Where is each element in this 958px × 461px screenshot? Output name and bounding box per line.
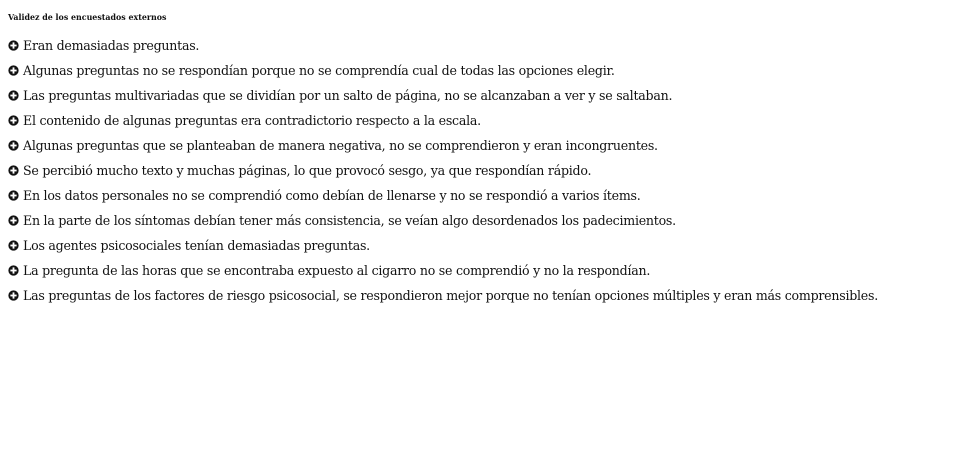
list-item: [8, 133, 953, 158]
list-item: [8, 208, 953, 233]
plus-circle-icon: [8, 65, 19, 76]
plus-circle-icon: [8, 190, 19, 201]
plus-circle-icon: [8, 165, 19, 176]
plus-circle-icon: [8, 90, 19, 101]
plus-circle-icon: [8, 240, 19, 251]
list-item: [8, 33, 953, 58]
list-item-text: Las preguntas de los factores de riesgo psicosocial, se respondieron mejor porque no tenían opciones múltiples y eran más comprensibles.: [23, 287, 878, 303]
list-item: [8, 158, 953, 183]
plus-circle-icon: [8, 290, 19, 301]
list-item: [8, 283, 953, 308]
list-item: [8, 58, 953, 83]
list-item-text: En los datos personales no se comprendió como debían de llenarse y no se respondió a varios ítems.: [23, 187, 641, 203]
list-item-text: Los agentes psicosociales tenían demasiadas preguntas.: [23, 237, 370, 253]
list-item: [8, 233, 953, 258]
list-item-text: Algunas preguntas no se respondían porque no se comprendía cual de todas las opciones elegir.: [23, 62, 615, 78]
document: [8, 8, 953, 308]
list-item: [8, 108, 953, 133]
list-item: [8, 83, 953, 108]
list-item: [8, 258, 953, 283]
bullet-list: [8, 33, 953, 308]
list-item-text: Algunas preguntas que se planteaban de manera negativa, no se comprendieron y eran incongruentes.: [23, 137, 658, 153]
plus-circle-icon: [8, 265, 19, 276]
plus-circle-icon: [8, 215, 19, 226]
list-item: [8, 183, 953, 208]
plus-circle-icon: [8, 115, 19, 126]
plus-circle-icon: [8, 140, 19, 151]
plus-circle-icon: [8, 40, 19, 51]
list-item-text: Las preguntas multivariadas que se dividían por un salto de página, no se alcanzaban a ver y se saltaban.: [23, 87, 673, 103]
list-item-text: El contenido de algunas preguntas era contradictorio respecto a la escala.: [23, 112, 481, 128]
list-item-text: Eran demasiadas preguntas.: [23, 37, 200, 53]
list-item-text: Se percibió mucho texto y muchas páginas, lo que provocó sesgo, ya que respondían rápido.: [23, 162, 592, 178]
list-item-text: La pregunta de las horas que se encontraba expuesto al cigarro no se comprendió y no la respondían.: [23, 262, 651, 278]
section-title: Validez de los encuestados externos: [8, 13, 167, 22]
list-item-text: En la parte de los síntomas debían tener más consistencia, se veían algo desordenados los padecimientos.: [23, 212, 676, 228]
